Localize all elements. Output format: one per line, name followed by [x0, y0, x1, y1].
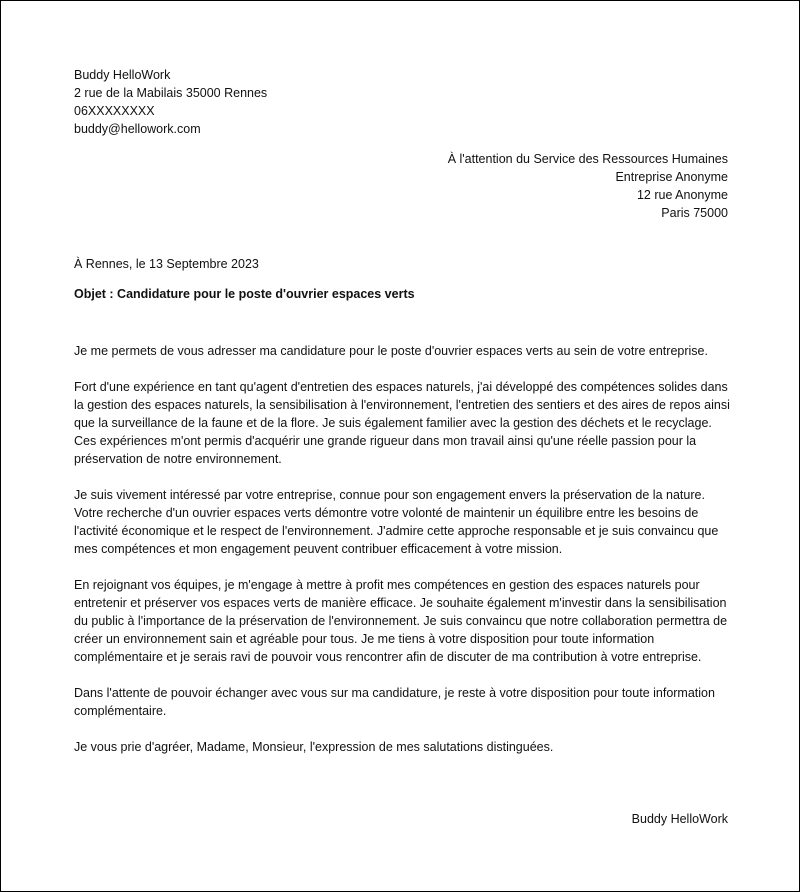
paragraph-experience: Fort d'une expérience en tant qu'agent d'entretien des espaces naturels, j'ai développé des compétences solides dans la gestion des espaces naturels, la sensibilisation à l'environnement, l'entretien des sentiers et des aires de repos ainsi que la surveillance de la faune et de la flore. Je suis également familier avec la gestion des déchets et le recyclage. Ces expériences m'ont permis d'acquérir une grande rigueur dans mon travail ainsi qu'une réelle passion pour la préservation de notre environnement.	[74, 380, 730, 466]
place-date: À Rennes, le 13 Septembre 2023	[74, 257, 259, 271]
recipient-block	[448, 150, 728, 222]
signature: Buddy HelloWork	[631, 812, 728, 826]
letter-body	[74, 342, 734, 774]
recipient-company: Entreprise Anonyme	[615, 170, 728, 184]
sender-name: Buddy HelloWork	[74, 68, 171, 82]
paragraph-intro: Je me permets de vous adresser ma candidature pour le poste d'ouvrier espaces verts au sein de votre entreprise.	[74, 344, 708, 358]
sender-phone: 06XXXXXXXX	[74, 104, 155, 118]
paragraph-closing: Je vous prie d'agréer, Madame, Monsieur, l'expression de mes salutations distinguées.	[74, 740, 554, 754]
recipient-street: 12 rue Anonyme	[636, 188, 728, 202]
recipient-city: Paris 75000	[661, 206, 728, 220]
sender-block	[74, 66, 267, 138]
sender-email: buddy@hellowork.com	[74, 122, 201, 136]
paragraph-availability: Dans l'attente de pouvoir échanger avec vous sur ma candidature, je reste à votre disposition pour toute information complémentaire.	[74, 686, 715, 718]
recipient-attention: À l'attention du Service des Ressources Humaines	[447, 152, 728, 166]
letter-subject: Objet : Candidature pour le poste d'ouvrier espaces verts	[74, 287, 415, 301]
paragraph-company-interest: Je suis vivement intéressé par votre entreprise, connue pour son engagement envers la préservation de la nature. Votre recherche d'un ouvrier espaces verts démontre votre volonté de maintenir un équilibre entre les besoins de l'activité économique et le respect de l'environnement. J'admire cette approche responsable et je suis convaincu que mes compétences et mon engagement peuvent contribuer efficacement à votre mission.	[74, 488, 719, 556]
sender-address: 2 rue de la Mabilais 35000 Rennes	[74, 86, 268, 100]
paragraph-commitment: En rejoignant vos équipes, je m'engage à mettre à profit mes compétences en gestion des espaces naturels pour entretenir et préserver vos espaces verts de manière efficace. Je souhaite également m'investir dans la sensibilisation du public à l'importance de la préservation de l'environnement. Je suis convaincu que notre collaboration permettra de créer un environnement sain et agréable pour tous. Je me tiens à votre disposition pour toute information complémentaire et je serais ravi de pouvoir vous rencontrer afin de discuter de ma contribution à votre entreprise.	[74, 578, 728, 664]
